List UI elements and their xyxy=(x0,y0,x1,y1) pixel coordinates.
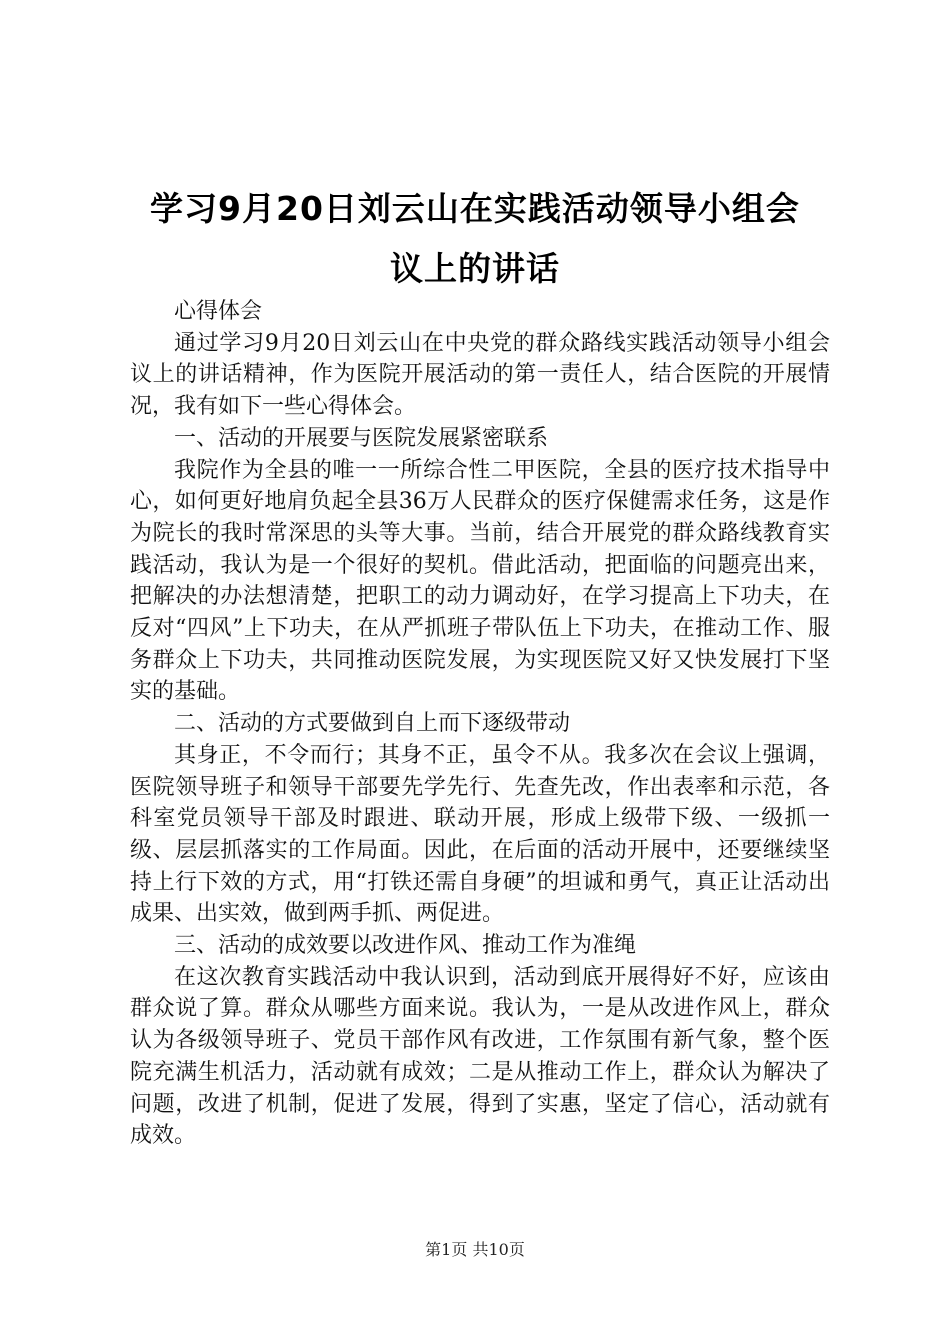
heading-3: 三、活动的成效要以改进作风、推动工作为准绳 xyxy=(174,933,637,959)
document-title-line-1: 学习9月20日刘云山在实践活动领导小组会 xyxy=(150,189,800,228)
paragraph-3: 在这次教育实践活动中我认识到，活动到底开展得好不好，应该由群众说了算。群众从哪些方面来说。我认为，一是从改进作风上，群众认为各级领导班子、党员干部作风有改进，工作氛围有新气象，整个医院充满生机活力，活动就有成效；二是从推动工作上，群众认为解决了问题，改进了机制，促进了发展，得到了实惠，坚定了信心，活动就有成效。 xyxy=(130,964,830,1149)
heading-1: 一、活动的开展要与医院发展紧密联系 xyxy=(174,425,549,451)
page-total: 共10页 xyxy=(472,1240,525,1259)
page-number: 第1页 xyxy=(425,1240,468,1259)
document-title-line-2: 议上的讲话 xyxy=(390,249,560,288)
page-footer xyxy=(0,1242,950,1258)
paragraph-2: 其身正，不令而行；其身不正，虽令不从。我多次在会议上强调，医院领导班子和领导干部要先学先行、先查先改，作出表率和示范，各科室党员领导干部及时跟进、联动开展，形成上级带下级、一级抓一级、层层抓落实的工作局面。因此，在后面的活动开展中，还要继续坚持上行下效的方式，用“打铁还需自身硬”的坦诚和勇气，真正让活动出成果、出实效，做到两手抓、两促进。 xyxy=(130,742,830,927)
paragraph-1: 我院作为全县的唯一一所综合性二甲医院，全县的医疗技术指导中心，如何更好地肩负起全县36万人民群众的医疗保健需求任务，这是作为院长的我时常深思的头等大事。当前，结合开展党的群众路线教育实践活动，我认为是一个很好的契机。借此活动，把面临的问题亮出来，把解决的办法想清楚，把职工的动力调动好，在学习提高上下功夫，在反对“四风”上下功夫，在从严抓班子带队伍上下功夫，在推动工作、服务群众上下功夫，共同推动医院发展，为实现医院又好又快发展打下坚实的基础。 xyxy=(130,457,830,705)
heading-2: 二、活动的方式要做到自上而下逐级带动 xyxy=(174,711,571,737)
section-label: 心得体会 xyxy=(174,299,263,324)
document-body xyxy=(130,296,830,1152)
intro-paragraph: 通过学习9月20日刘云山在中央党的群众路线实践活动领导小组会议上的讲话精神，作为医院开展活动的第一责任人，结合医院的开展情况，我有如下一些心得体会。 xyxy=(130,330,830,420)
